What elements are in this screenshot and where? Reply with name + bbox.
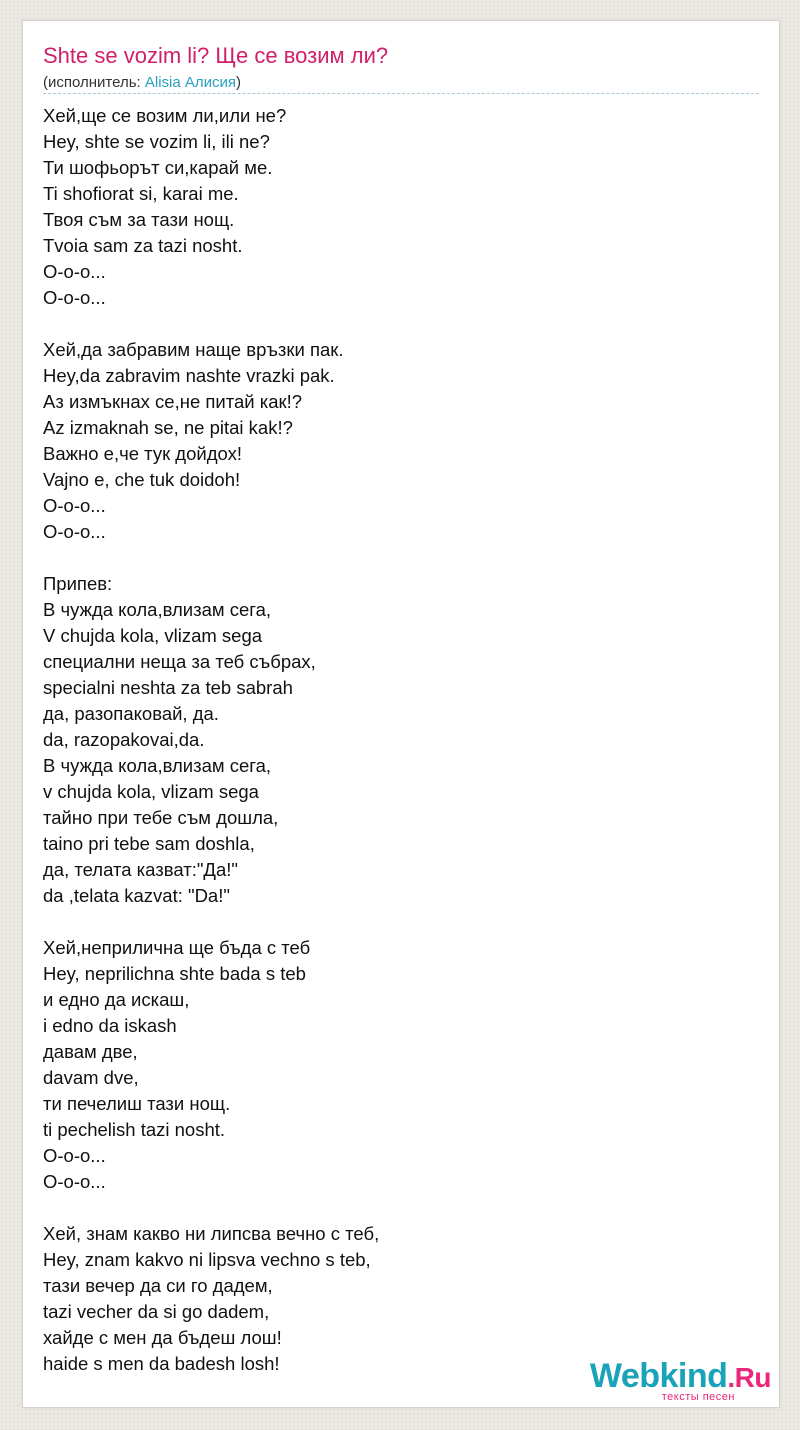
stanza-gap bbox=[43, 311, 743, 337]
lyric-line: Аз измъкнах се,не питай как!? bbox=[43, 391, 303, 412]
lyric-line: O-o-o... bbox=[43, 287, 106, 308]
logo-wordmark bbox=[590, 1359, 771, 1395]
lyrics-text bbox=[43, 103, 743, 1377]
lyric-line: Hey,da zabravim nashte vrazki pak. bbox=[43, 365, 335, 386]
lyric-line: taino pri tebe sam doshla, bbox=[43, 833, 255, 854]
stanza-gap bbox=[43, 545, 743, 571]
lyric-line: O-o-o... bbox=[43, 1171, 106, 1192]
lyric-line: haide s men da badesh losh! bbox=[43, 1353, 280, 1374]
logo-brand: Webkind bbox=[589, 1357, 728, 1395]
lyric-line: Хей,да забравим наще връзки пак. bbox=[43, 339, 344, 360]
lyric-line: tazi vecher da si go dadem, bbox=[43, 1301, 270, 1322]
logo-tld: .Ru bbox=[727, 1362, 771, 1393]
lyric-line: Важно е,че тук дойдох! bbox=[43, 443, 242, 464]
artist-suffix: ) bbox=[236, 74, 242, 91]
lyric-line: Ti shofiorat si, karai me. bbox=[43, 183, 239, 204]
lyric-line: i edno da iskash bbox=[43, 1015, 177, 1036]
site-logo bbox=[590, 1359, 771, 1403]
lyric-line: О-о-о... bbox=[43, 261, 106, 282]
lyric-line: Vajno e, che tuk doidoh! bbox=[43, 469, 241, 490]
stanza-gap bbox=[43, 909, 743, 935]
lyric-line: v chujda kola, vlizam sega bbox=[43, 781, 259, 802]
lyric-line: тази вечер да си го дадем, bbox=[43, 1275, 273, 1296]
lyric-line: Ти шофьорът си,карай ме. bbox=[43, 157, 273, 178]
lyric-line: Tvoia sam za tazi nosht. bbox=[43, 235, 243, 256]
lyric-line: Hey, neprilichna shte bada s teb bbox=[43, 963, 306, 984]
lyric-line: da ,telata kazvat: "Da!" bbox=[43, 885, 230, 906]
lyric-line: и едно да искаш, bbox=[43, 989, 190, 1010]
lyric-line: specialni neshta za teb sabrah bbox=[43, 677, 293, 698]
lyric-line: О-о-о... bbox=[43, 495, 106, 516]
lyric-line: Хей, знам какво ни липсва вечно с теб, bbox=[43, 1223, 380, 1244]
lyric-line: Хей,неприлична ще бъда с теб bbox=[43, 937, 311, 958]
lyric-line: da, razopakovai,da. bbox=[43, 729, 205, 750]
lyric-line: Твоя съм за тази нощ. bbox=[43, 209, 235, 230]
artist-link[interactable]: Alisia Алисия bbox=[144, 74, 237, 91]
stanza-gap bbox=[43, 1195, 743, 1221]
lyric-line: ти печелиш тази нощ. bbox=[43, 1093, 231, 1114]
lyric-line: Хей,ще се возим ли,или не? bbox=[43, 105, 287, 126]
lyric-line: Припев: bbox=[43, 573, 113, 594]
artist-prefix: (исполнитель: bbox=[43, 74, 145, 91]
lyric-line: давам две, bbox=[43, 1041, 138, 1062]
artist-line bbox=[43, 74, 241, 91]
lyrics-card bbox=[22, 20, 780, 1408]
lyric-line: тайно при тебе съм дошла, bbox=[43, 807, 279, 828]
lyric-line: Hey, shte se vozim li, ili ne? bbox=[43, 131, 270, 152]
lyric-line: О-о-о... bbox=[43, 1145, 106, 1166]
logo-tagline: тексты песен bbox=[661, 1391, 735, 1403]
song-title: Shte se vozim li? Ще се возим ли? bbox=[43, 43, 389, 68]
lyric-line: O-o-o... bbox=[43, 521, 106, 542]
lyric-line: да, телата казват:"Да!" bbox=[43, 859, 238, 880]
lyric-line: хайде с мен да бъдеш лош! bbox=[43, 1327, 282, 1348]
lyric-line: специални неща за теб събрах, bbox=[43, 651, 316, 672]
lyric-line: В чужда кола,влизам сега, bbox=[43, 599, 272, 620]
lyric-line: ti pechelish tazi nosht. bbox=[43, 1119, 226, 1140]
lyric-line: В чужда кола,влизам сега, bbox=[43, 755, 272, 776]
lyric-line: davam dve, bbox=[43, 1067, 139, 1088]
lyric-line: Az izmaknah se, ne pitai kak!? bbox=[43, 417, 293, 438]
lyric-line: V chujda kola, vlizam sega bbox=[43, 625, 263, 646]
title-divider bbox=[43, 93, 759, 94]
lyric-line: Hey, znam kakvo ni lipsva vechno s teb, bbox=[43, 1249, 371, 1270]
lyric-line: да, разопаковай, да. bbox=[43, 703, 219, 724]
